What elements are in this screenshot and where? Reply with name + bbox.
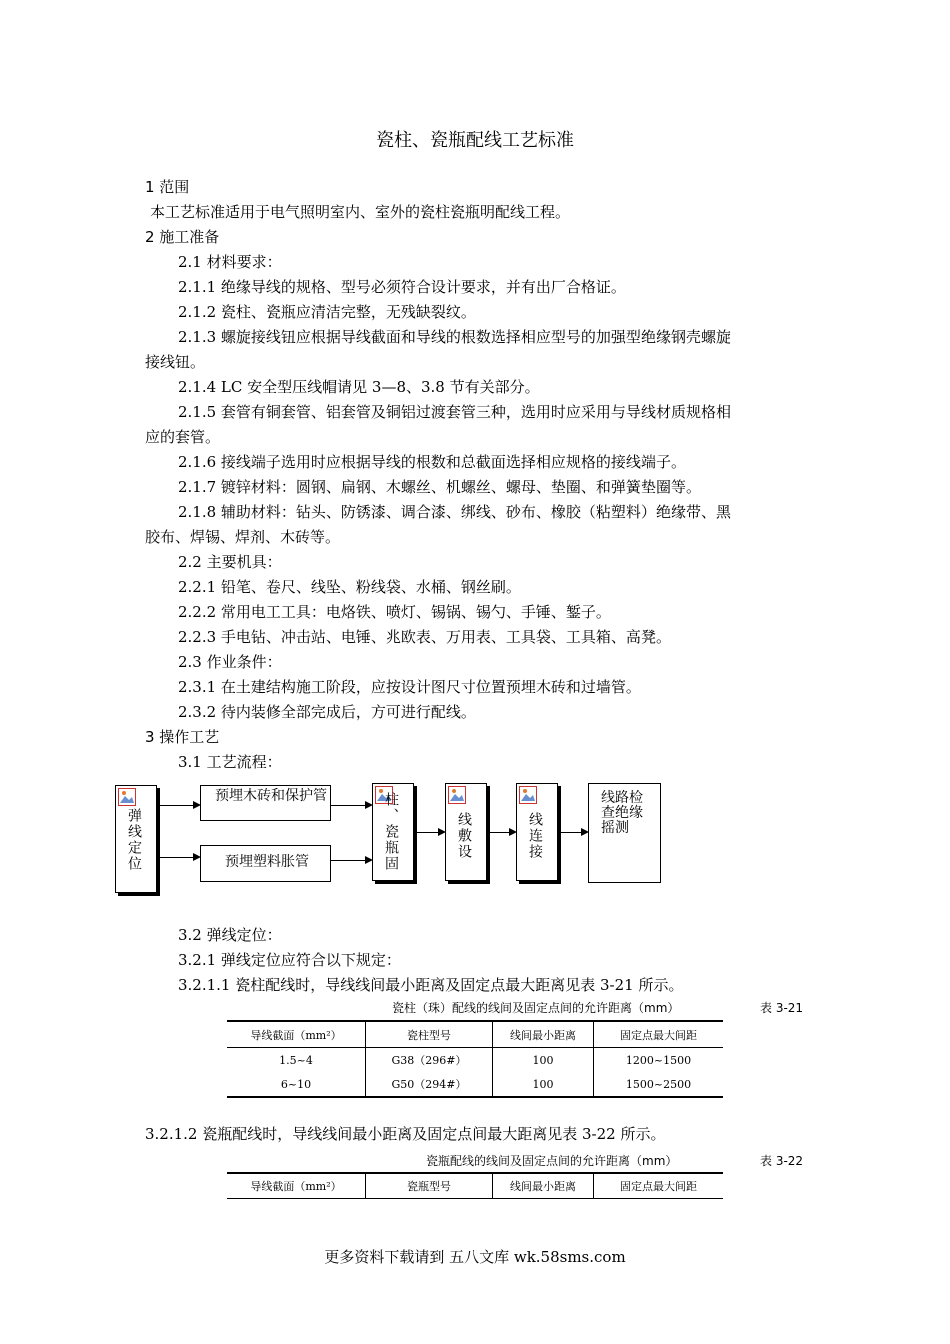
flow-box-embed-plastic bbox=[200, 845, 331, 882]
flow-box-fixing-label: 柱、瓷瓶固 bbox=[383, 792, 399, 872]
page-footer: 更多资料下载请到 五八文库 wk.58sms.com bbox=[324, 1248, 626, 1266]
table-header-cell: 瓷柱型号 bbox=[366, 1021, 493, 1048]
para-2-1-8-line2: 胶布、焊锡、焊剂、木砖等。 bbox=[145, 528, 341, 546]
section-3-heading: 3 操作工艺 bbox=[145, 728, 220, 746]
table-header-cell: 线间最小距离 bbox=[493, 1173, 594, 1199]
flow-box-embed-brick bbox=[200, 785, 331, 821]
table-cell: 1500~2500 bbox=[625, 1077, 692, 1091]
table-row bbox=[227, 1072, 723, 1097]
para-3-1: 3.1 工艺流程： bbox=[178, 753, 282, 771]
para-2-1-8-line1: 2.1.8 辅助材料：钻头、防锈漆、调合漆、绑线、砂布、橡胶（粘塑料）绝缘带、黑 bbox=[178, 503, 731, 521]
table-header-cell: 瓷瓶型号 bbox=[366, 1173, 493, 1199]
para-3-2: 3.2 弹线定位： bbox=[178, 926, 282, 944]
table-header-cell: 导线截面（mm²） bbox=[227, 1021, 366, 1048]
section-2-heading: 2 施工准备 bbox=[145, 228, 220, 246]
para-2-1-6: 2.1.6 接线端子选用时应根据导线的根数和总截面选择相应规格的接线端子。 bbox=[178, 453, 686, 471]
table-cell: 100 bbox=[493, 1048, 594, 1073]
table-row bbox=[227, 1048, 723, 1073]
para-3-2-1-2: 3.2.1.2 瓷瓶配线时，导线线间最小距离及固定点间最大距离见表 3-22 所示。 bbox=[145, 1125, 666, 1143]
flow-arrow bbox=[331, 860, 371, 861]
flow-box-marking-label: 弹线定位 bbox=[126, 808, 142, 872]
para-2-1-4: 2.1.4 LC 安全型压线帽请见 3—8、3.8 节有关部分。 bbox=[178, 378, 540, 396]
table-3-21 bbox=[227, 1020, 723, 1098]
flow-box-inspection bbox=[588, 783, 661, 883]
table-3-22-number: 表 3-22 bbox=[760, 1154, 804, 1168]
para-2-1-3-line1: 2.1.3 螺旋接线钮应根据导线截面和导线的根数选择相应型号的加强型绝缘钢壳螺旋 bbox=[178, 328, 731, 346]
para-2-2-1: 2.2.1 铅笔、卷尺、线坠、粉线袋、水桶、钢丝刷。 bbox=[178, 578, 521, 596]
table-header-row bbox=[227, 1173, 723, 1199]
para-2-1-2: 2.1.2 瓷柱、瓷瓶应清洁完整，无残缺裂纹。 bbox=[178, 303, 476, 321]
para-2-3: 2.3 作业条件： bbox=[178, 653, 282, 671]
table-cell: 6~10 bbox=[227, 1072, 366, 1097]
table-cell: G38（296#） bbox=[366, 1048, 493, 1073]
table-3-21-caption: 瓷柱（珠）配线的线间及固定点间的允许距离（mm） bbox=[392, 1001, 680, 1015]
flow-box-inspection-label: 线路检查绝缘摇测 bbox=[601, 790, 643, 836]
para-2-1-7: 2.1.7 镀锌材料：圆钢、扁钢、木螺丝、机螺丝、螺母、垫圈、和弹簧垫圈等。 bbox=[178, 478, 701, 496]
flow-arrow bbox=[558, 832, 587, 833]
section-1-heading: 1 范围 bbox=[145, 178, 190, 196]
flow-arrow bbox=[487, 832, 515, 833]
para-2-2: 2.2 主要机具： bbox=[178, 553, 282, 571]
table-header-cell: 导线截面（mm²） bbox=[227, 1173, 366, 1199]
table-3-21-number: 表 3-21 bbox=[760, 1001, 804, 1015]
image-placeholder-icon bbox=[448, 786, 466, 804]
section-1-text: 本工艺标准适用于电气照明室内、室外的瓷柱瓷瓶明配线工程。 bbox=[150, 203, 571, 221]
table-3-22 bbox=[227, 1172, 723, 1199]
flow-box-fixing bbox=[372, 783, 414, 881]
table-header-cell: 固定点最大间距 bbox=[620, 1028, 697, 1042]
flow-arrow bbox=[157, 805, 199, 806]
table-3-22-caption: 瓷瓶配线的线间及固定点间的允许距离（mm） bbox=[426, 1154, 678, 1168]
para-3-2-1-1: 3.2.1.1 瓷柱配线时，导线线间最小距离及固定点最大距离见表 3-21 所示。 bbox=[178, 976, 684, 994]
image-placeholder-icon bbox=[118, 788, 136, 806]
table-header-row bbox=[227, 1021, 723, 1048]
table-header-cell: 固定点最大间距 bbox=[620, 1180, 697, 1193]
flow-box-connecting-label: 线连接 bbox=[527, 812, 543, 860]
page-title: 瓷柱、瓷瓶配线工艺标准 bbox=[376, 130, 574, 151]
para-2-1: 2.1 材料要求： bbox=[178, 253, 282, 271]
para-2-1-5-line2: 应的套管。 bbox=[145, 428, 221, 446]
flow-box-embed-brick-label: 预埋木砖和保护管 bbox=[215, 788, 327, 804]
flow-arrow bbox=[157, 857, 199, 858]
table-cell: 1.5~4 bbox=[227, 1048, 366, 1073]
para-2-3-1: 2.3.1 在土建结构施工阶段，应按设计图尺寸位置预埋木砖和过墙管。 bbox=[178, 678, 641, 696]
para-2-2-2: 2.2.2 常用电工工具：电烙铁、喷灯、锡锅、锡勺、手锤、錾子。 bbox=[178, 603, 611, 621]
para-2-1-5-line1: 2.1.5 套管有铜套管、铝套管及铜铝过渡套管三种，选用时应采用与导线材质规格相 bbox=[178, 403, 731, 421]
flow-box-embed-plastic-label: 预埋塑料胀管 bbox=[225, 854, 309, 870]
table-cell: G50（294#） bbox=[366, 1072, 493, 1097]
para-2-3-2: 2.3.2 待内装修全部完成后，方可进行配线。 bbox=[178, 703, 476, 721]
para-3-2-1: 3.2.1 弹线定位应符合以下规定： bbox=[178, 951, 401, 969]
para-2-1-3-line2: 接线钮。 bbox=[145, 353, 206, 371]
flow-box-connecting bbox=[516, 783, 558, 881]
flow-arrow bbox=[331, 805, 371, 806]
flow-box-laying bbox=[445, 783, 487, 881]
image-placeholder-icon bbox=[519, 786, 537, 804]
flow-box-laying-label: 线敷设 bbox=[456, 812, 472, 860]
flow-box-marking bbox=[115, 785, 157, 893]
table-cell: 100 bbox=[493, 1072, 594, 1097]
para-2-1-1: 2.1.1 绝缘导线的规格、型号必须符合设计要求，并有出厂合格证。 bbox=[178, 278, 626, 296]
table-header-cell: 线间最小距离 bbox=[493, 1021, 594, 1048]
para-2-2-3: 2.2.3 手电钻、冲击站、电锤、兆欧表、万用表、工具袋、工具箱、高凳。 bbox=[178, 628, 671, 646]
flow-arrow bbox=[414, 832, 444, 833]
table-cell: 1200~1500 bbox=[625, 1053, 692, 1067]
